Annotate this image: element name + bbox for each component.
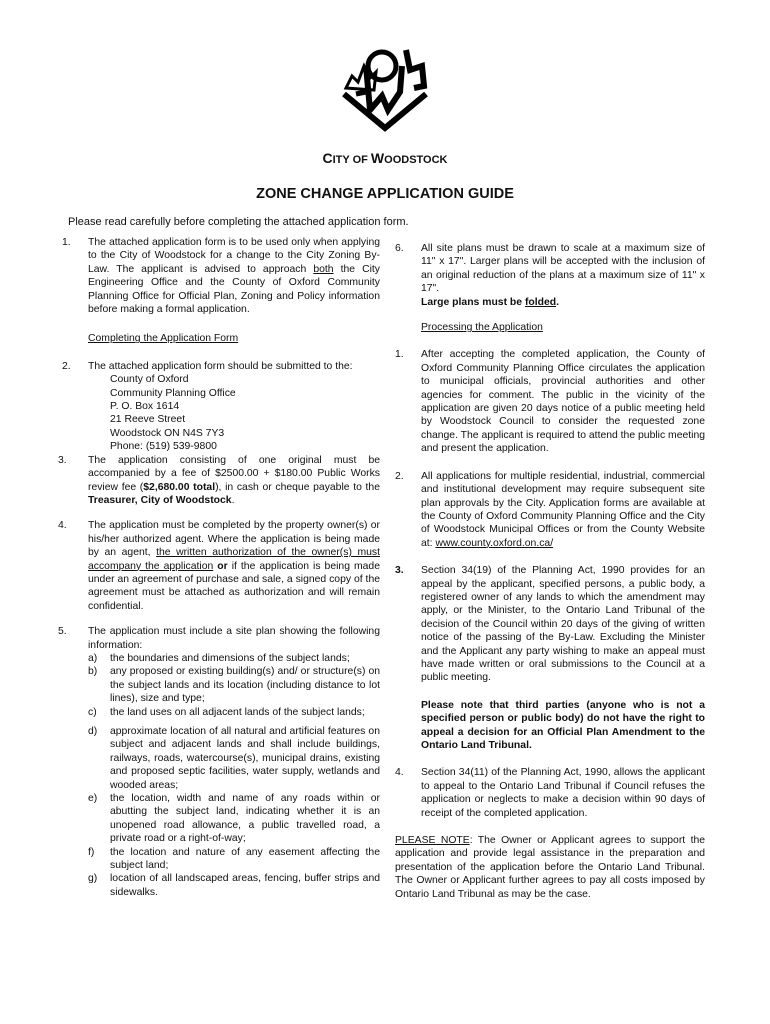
list-item: 6. All site plans must be drawn to scale at a maximum size of 11" x 17". Larger plans will be accepted with the inclusion of an original reduction of the plans at a maximum size of 11" x 17". Large plans must be folded.: [395, 243, 705, 308]
city-name: CITY OF WOODSTOCK: [322, 150, 448, 166]
list-item: 4. Section 34(11) of the Planning Act, 1990, allows the applicant to appeal to the Ontario Land Tribunal if Council refuses the application or neglects to make a decision within 90 days of receipt of the completed application.: [395, 767, 705, 819]
section-heading-completing: Completing the Application Form: [88, 333, 239, 345]
list-item: 2. The attached application form should be submitted to the:: [62, 360, 353, 372]
county-website-link[interactable]: www.county.oxford.on.ca/: [435, 537, 554, 549]
please-note: PLEASE NOTE: The Owner or Applicant agrees to support the application and provide legal assistance in the preparation and presentation of the application before the Ontario Land Tribunal. The Owner or Applicant further agrees to pay all costs imposed by Ontario Land Tribunal as may be the case.: [395, 835, 706, 900]
list-item: 4. The application must be completed by the property owner(s) or his/her authorized agent. Where the application is being made by an agent, the written authorization of the owner(s) must accompany the application or if the application is being made under an agreement of purchase and sale, a signed copy of the agreement must be attached as authorization and will remain confidential.: [58, 520, 380, 612]
city-of-woodstock-logo-icon: [330, 36, 440, 136]
list-item: 1. After accepting the completed application, the County of Oxford Community Planning Office circulates the application to municipal officials, provincial authorities and other agencies for comment. The public in the vicinity of the application are given 20 days notice of a public meeting held by Woodstock Council to consider the requested zone change. The applicant is required to attend the public meeting and present the application.: [395, 349, 706, 455]
list-item: 2. All applications for multiple residential, industrial, commercial and institutional development may require subsequent site plan approvals by the City. Application forms are available at the County of Oxford Community Planning Office and the City of Woodstock Municipal Offices or from the County Website at: www.county.oxford.on.ca/: [395, 470, 705, 549]
list-item: 5. The application must include a site plan showing the following information: a) the boundaries and dimensions of the subject lands; b) any proposed or existing building(s) and/ or structure(s) on the subject lands and its location (including distance to lot lines), size and type; c) the land uses on all adjacent lands of the subject lands; d) approximate location of all natural and artificial features on subject and adjacent lands and shall include buildings, railways, roads, watercourse(s), municipal drains, existing and proposed septic facilities, water supply, wetlands and wooded areas; e) the location, width and name of any roads within or abutting the subject land, indicating whether it is an unopened road allowance, a public travelled road, a private road or a right-of-way; f) the location and nature of any easement affecting the subject land; g) location of all landscaped areas, fencing, buffer strips and sidewalks.: [58, 626, 380, 898]
list-item: 1. The attached application form is to be used only when applying to the City of Woodstock for a change to the City Zoning By-Law. The applicant is advised to approach both the City Engineering Office and the County of Oxford Community Planning Office for Official Plan, Zoning and Policy information before making a formal application.: [62, 237, 380, 316]
intro-text: Please read carefully before completing the attached application form.: [68, 216, 409, 228]
right-column: [395, 242, 705, 901]
list-item: 3. The application consisting of one original must be accompanied by a fee of $2500.00 + $180.00 Public Works review fee ($2,680.00 total), in cash or cheque payable to the Treasurer, City of Woodstock.: [58, 454, 380, 506]
section-heading-processing: Processing the Application: [421, 322, 543, 334]
address-block: County of Oxford Community Planning Office P. O. Box 1614 21 Reeve Street Woodstock ON N4S 7Y3 Phone: (519) 539-9800: [110, 374, 236, 453]
list-item: 3. Section 34(19) of the Planning Act, 1990 provides for an appeal by the applicant, specified persons, a public body, a registered owner of any lands to which the amendment may apply, or the Minister, to the Ontario Land Tribunal of the decision of the Council within 20 days of the giving of written notice of the passing of the By-Law. Excluding the Minister and the Applicant any party wishing to make an appeal must have made written or oral submissions to the Council at a public meeting. Please note that third parties (anyone who is not a specified person or public body) do not have the right to appeal a decision for an Official Plan Amendment to the Ontario Land Tribunal.: [395, 565, 705, 751]
left-column: [58, 236, 380, 899]
guide-title: ZONE CHANGE APPLICATION GUIDE: [256, 186, 514, 202]
